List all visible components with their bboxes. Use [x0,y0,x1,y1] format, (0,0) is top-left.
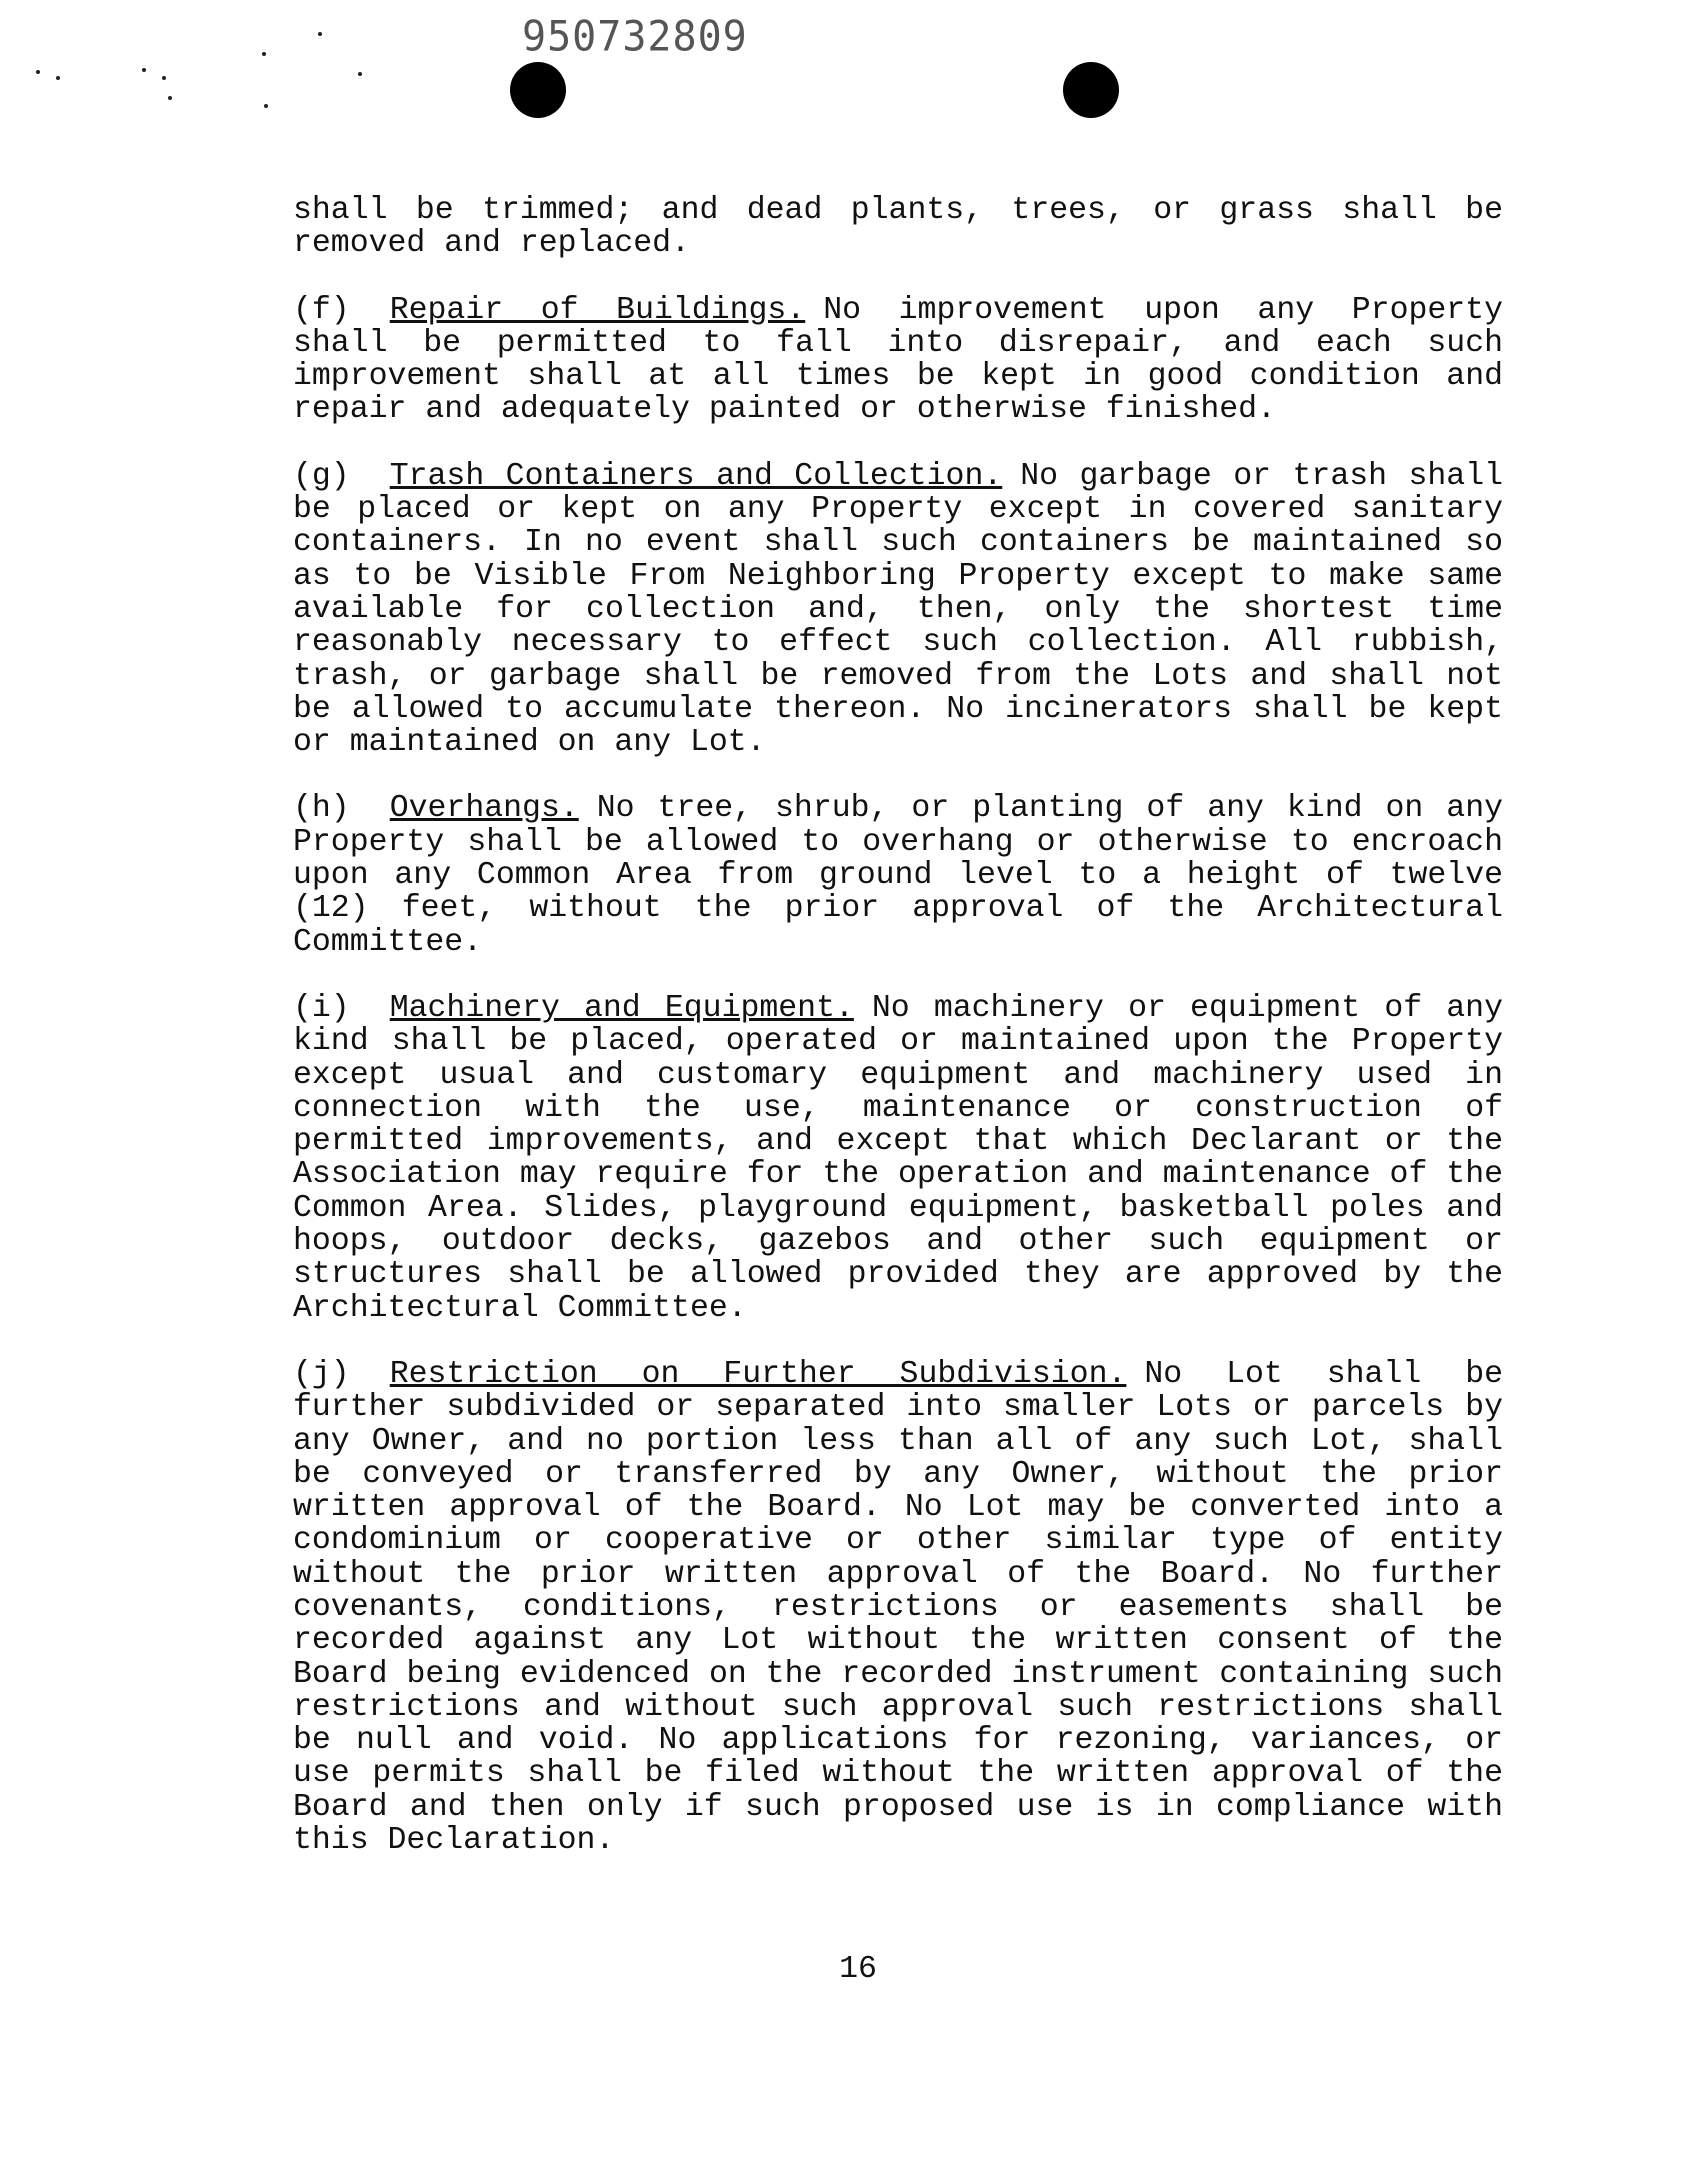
paragraph-letter: (i) [293,990,350,1026]
scan-speck [358,72,362,76]
paragraph-heading: Machinery and Equipment. [389,990,854,1026]
paragraph-letter: (f) [293,292,350,328]
scan-speck [36,70,40,74]
paragraph-text: No Lot shall be further subdivided or separated into smaller Lots or parcels by any Owner, and no portion less than all of any such Lot, shall be conveyed or transferred by any Owner, without the prior written approval of the Board. No Lot may be converted into a condominium or cooperative or other similar type of entity without the prior written approval of the Board. No further covenants, conditions, restrictions or easements shall be recorded against any Lot without the written consent of the Board being evidenced on the recorded instrument containing such restrictions and without such approval such restrictions shall be null and void. No applications for rezoning, variances, or use permits shall be filed without the written approval of the Board and then only if such proposed use is in compliance with this Declaration. [293,1356,1503,1859]
punch-hole-left [510,62,566,118]
paragraph-j [293,1358,1503,1857]
paragraph-f [293,294,1503,427]
scan-speck [318,32,322,36]
paragraph-heading: Restriction on Further Subdivision. [389,1356,1127,1392]
scan-speck [162,76,166,80]
scan-speck [168,96,172,100]
paragraph-i [293,992,1503,1325]
paragraph-text: No tree, shrub, or planting of any kind on any Property shall be allowed to overhang or otherwise to encroach upon any Common Area from ground level to a height of twelve (12) feet, without the prior approval of the Architectural Committee. [293,791,1503,960]
paragraph-heading: Repair of Buildings. [389,292,806,328]
paragraph-letter: (g) [293,458,350,494]
document-body [293,194,1503,1890]
paragraph-h [293,792,1503,958]
scan-speck [262,52,266,56]
paragraph-heading: Overhangs. [389,791,579,827]
paragraph-text: shall be trimmed; and dead plants, trees, or grass shall be removed and replaced. [293,193,1503,262]
scan-speck [56,76,60,80]
paragraph-letter: (j) [293,1356,350,1392]
paragraph-heading: Trash Containers and Collection. [389,458,1003,494]
page-number: 16 [839,1952,877,1987]
punch-hole-right [1063,62,1119,118]
paragraph-text: No improvement upon any Property shall be permitted to fall into disrepair, and each such improvement shall at all times be kept in good condition and repair and adequately painted or otherwise finished. [293,292,1503,428]
document-number: 950732809 [522,12,748,62]
paragraph-letter: (h) [293,791,350,827]
paragraph-continuation [293,194,1503,261]
scan-speck [142,68,146,72]
scan-speck [264,104,268,108]
paragraph-g [293,460,1503,760]
paragraph-text: No machinery or equipment of any kind shall be placed, operated or maintained upon the Property except usual and customary equipment and machinery used in connection with the use, maintenance or construction of permitted improvements, and except that which Declarant or the Association may require for the operation and maintenance of the Common Area. Slides, playground equipment, basketball poles and hoops, outdoor decks, gazebos and other such equipment or structures shall be allowed provided they are approved by the Architectural Committee. [293,990,1503,1326]
paragraph-text: No garbage or trash shall be placed or kept on any Property except in covered sanitary containers. In no event shall such containers be maintained so as to be Visible From Neighboring Property except to make same available for collection and, then, only the shortest time reasonably necessary to effect such collection. All rubbish, trash, or garbage shall be removed from the Lots and shall not be allowed to accumulate thereon. No incinerators shall be kept or maintained on any Lot. [293,458,1503,761]
